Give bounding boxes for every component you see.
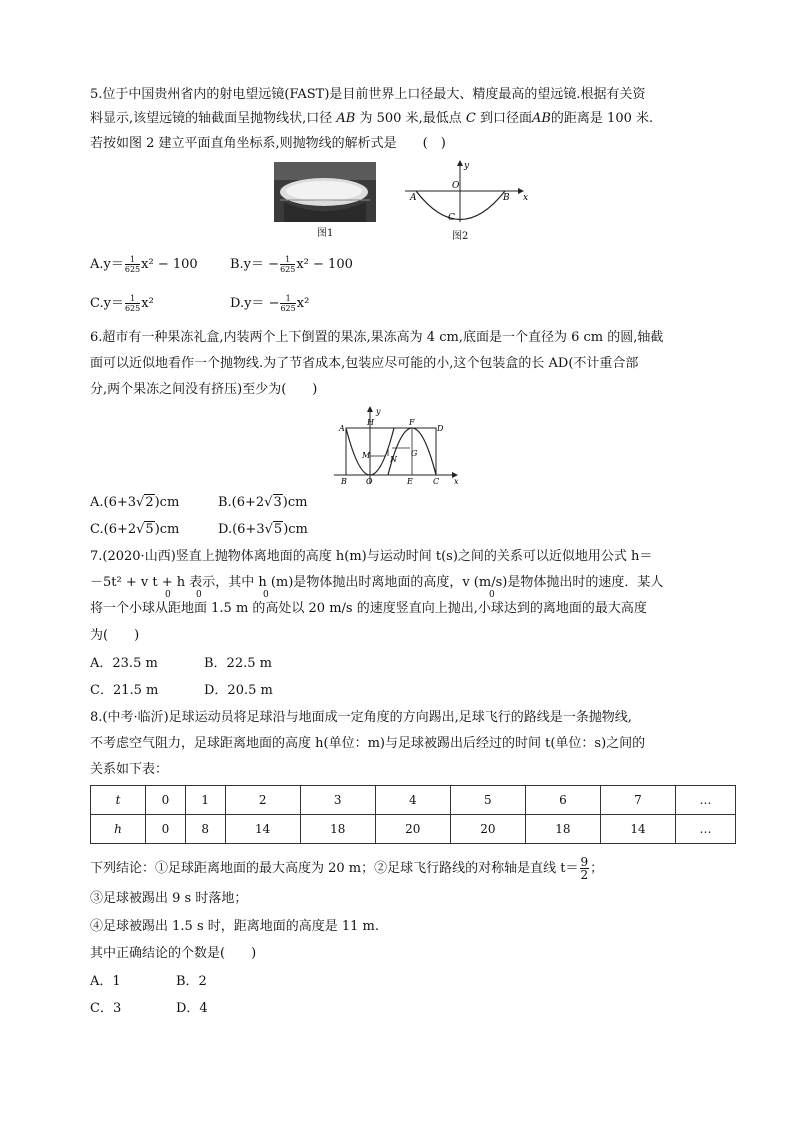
q6-line3: 分,两个果冻之间没有挤压)至少为( )	[90, 382, 318, 397]
q5-option-b: B.y＝ − $\frac{1}{625}$ x² − 100	[230, 255, 353, 274]
q7-sub-v0: 0	[165, 590, 171, 600]
fig6-label-o: O	[366, 477, 373, 486]
q8-option-d: D．4	[176, 1001, 208, 1016]
q7-option-b: B．22.5 m	[204, 656, 272, 671]
q6-option-d: D.(6+3√5)cm	[218, 522, 308, 537]
fig6-label-y: y	[376, 407, 381, 416]
q8-line3: 关系如下表：	[90, 762, 169, 777]
jelly-box-figure	[330, 404, 466, 486]
q7-line1: 7.(2020·山西)竖直上抛物体离地面的高度 h(m)与运动时间 t(s)之间的关系可以近似地用公式 h＝	[90, 549, 653, 564]
q8-conclusion-4: ④足球被踢出 1.5 s 时，距离地面的高度是 11 m.	[90, 919, 380, 934]
data-table	[90, 785, 736, 844]
fig2-label-x: x	[523, 193, 529, 203]
fig6-label-b: B	[341, 477, 347, 486]
q7-line2: －5t² + v t + h 表示，其中 h (m)是物体抛出时离地面的高度，v (m/s)是物体抛出时的速度．某人	[90, 575, 664, 590]
q5-option-d: D.y＝ − $\frac{1}{625}$ x²	[230, 294, 310, 313]
q6-option-c: C.(6+2√5)cm	[90, 522, 180, 537]
fig2-label-c: C	[448, 213, 455, 223]
fig6-label-e: E	[407, 477, 413, 486]
q6-option-a: A.(6+3√2)cm	[90, 495, 180, 510]
fig6-label-x: x	[454, 477, 459, 486]
parabola-figure2	[400, 158, 530, 226]
fig6-label-a: A	[339, 424, 345, 433]
fig2-label-o: O	[452, 181, 460, 191]
q8-option-a: A．1	[90, 974, 121, 989]
q6-line2: 面可以近似地看作一个抛物线.为了节省成本,包装应尽可能的小,这个包装盒的长 AD(不计重合部	[90, 356, 639, 371]
q5-line3: 若按如图 2 建立平面直角坐标系,则抛物线的解析式是 ( )	[90, 136, 446, 151]
fig6-label-c: C	[433, 477, 440, 486]
q8-question: 其中正确结论的个数是( )	[90, 946, 257, 961]
q7-line3: 将一个小球从距地面 1.5 m 的高处以 20 m/s 的速度竖直向上抛出,小球达到的离地面的最大高度	[90, 601, 647, 616]
q8-line1: 8.(中考·临沂)足球运动员将足球沿与地面成一定角度的方向踢出,足球飞行的路线是一条抛物线,	[90, 710, 632, 725]
figure2-caption: 图2	[452, 231, 469, 242]
q8-line2: 不考虑空气阻力，足球距离地面的高度 h(单位：m)与足球被踢出后经过的时间 t(单位：s)之间的	[90, 736, 646, 751]
q6-option-b: B.(6+2√3)cm	[218, 495, 308, 510]
fig2-label-y: y	[464, 161, 470, 171]
q8-option-b: B．2	[176, 974, 207, 989]
q8-conclusion-1: 下列结论：①足球距离地面的最大高度为 20 m；②足球飞行路线的对称轴是直线 t＝ $\frac{9}{2}$；	[90, 855, 604, 882]
fig6-label-d: D	[437, 424, 444, 433]
q7-option-d: D．20.5 m	[204, 683, 273, 698]
q6-line1: 6.超市有一种果冻礼盒,内装两个上下倒置的果冻,果冻高为 4 cm,底面是一个直径为 6 cm 的圆,轴截	[90, 330, 664, 345]
q8-conclusion-3: ③足球被踢出 9 s 时落地；	[90, 891, 248, 906]
q7-sub-h0: 0	[196, 590, 202, 600]
table-row-t: t 0 1 2 3 4 5 6 7 …	[91, 786, 736, 815]
figure1-caption: 图1	[317, 228, 334, 239]
q5-option-a: A.y＝ $\frac{1}{625}$ x² − 100	[90, 255, 198, 274]
q8-option-c: C．3	[90, 1001, 122, 1016]
fig6-label-h: H	[367, 418, 374, 427]
q5-line2: 料显示,该望远镜的轴截面呈抛物线状,口径 AB 为 500 米,最低点 C 到口径面AB的距离是 100 米.	[90, 111, 654, 126]
fig2-label-b: B	[503, 193, 510, 203]
q5-line1: 5.位于中国贵州省内的射电望远镜(FAST)是目前世界上口径最大、精度最高的望远镜.根据有关资	[90, 87, 646, 102]
table-row-h: h 0 8 14 18 20 20 18 14 …	[91, 815, 736, 844]
q5-option-c: C.y＝ $\frac{1}{625}$ x²	[90, 294, 154, 313]
q7-sub-v0-2: 0	[489, 590, 495, 600]
fig6-label-n: N	[390, 455, 397, 464]
q7-line4: 为( )	[90, 628, 140, 643]
fig6-label-g: G	[411, 449, 418, 458]
fast-telescope-photo	[274, 162, 376, 222]
fig2-label-a: A	[410, 193, 417, 203]
q7-option-c: C．21.5 m	[90, 683, 159, 698]
fig6-label-f: F	[409, 418, 415, 427]
q7-sub-h0-2: 0	[263, 590, 269, 600]
q7-option-a: A．23.5 m	[90, 656, 158, 671]
fig6-label-m: M	[362, 451, 371, 460]
